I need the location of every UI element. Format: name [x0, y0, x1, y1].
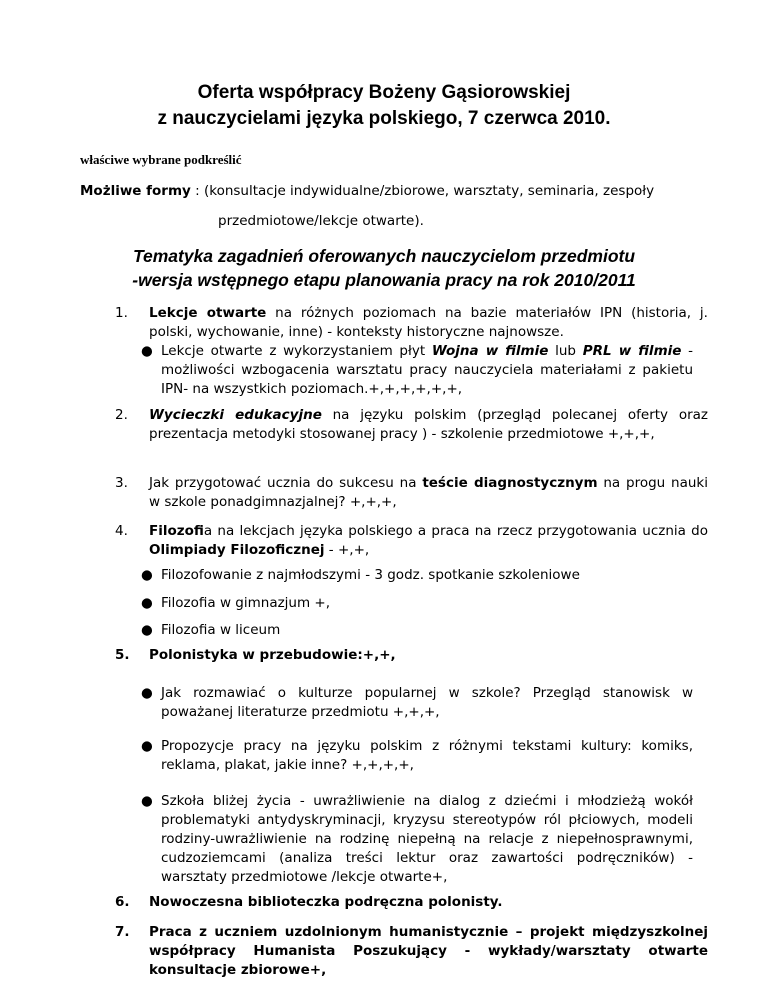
text-part: Lekcje otwarte z wykorzystaniem płyt: [161, 343, 432, 359]
bullet-icon: ●: [141, 567, 153, 583]
item-number: 7.: [115, 924, 130, 940]
bullet-text: Filozofowanie z najmłodszymi - 3 godz. spotkanie szkoleniowe: [161, 567, 580, 583]
bullet-icon: ●: [141, 685, 153, 701]
item-text: Praca z uczniem uzdolnionym humanistycznie – projekt międzyszkolnej współpracy Humanista Poszukujący - wykłady/warsztaty otwarte konsultacje zbiorowe+,: [149, 924, 708, 978]
item-bold: Lekcje otwarte: [149, 305, 267, 321]
title-line-2: z nauczycielami języka polskiego, 7 czerwca 2010.: [157, 108, 611, 129]
item-number: 3.: [115, 475, 128, 491]
text-part: - możliwości wzbogacenia warsztatu pracy nauczyciela materiałami z pakietu IPN- na wszystkich poziomach.+,+,+,+,+,+,: [161, 343, 693, 397]
bullet-text: Jak rozmawiać o kulturze popularnej w szkole? Przegląd stanowisk w poważanej literaturze przedmiotu +,+,+,: [161, 685, 693, 720]
forms-paragraph: [80, 180, 720, 232]
forms-text-2: przedmiotowe/lekcje otwarte).: [218, 213, 424, 229]
item-bold: Polonistyka w przebudowie:+,+,: [149, 647, 396, 663]
bullet-icon: ●: [141, 793, 153, 809]
item-rest: na języku polskim (przegląd polecanej oferty oraz prezentacja metodyki stosowanej pracy ) - szkolenie przedmiotowe +,+,+,: [149, 407, 708, 442]
bullet-icon: ●: [141, 595, 153, 611]
item-number: 4.: [115, 523, 128, 539]
item-bold: teście diagnostycznym: [422, 475, 598, 491]
item-text: [149, 522, 708, 560]
bullet-icon: ●: [141, 343, 153, 359]
bullet-icon: ●: [141, 738, 153, 754]
item-text: [149, 406, 708, 444]
section-heading-2: -wersja wstępnego etapu planowania pracy na rok 2010/2011: [132, 270, 636, 290]
item-text: [149, 646, 708, 665]
item-number: 5.: [115, 647, 130, 663]
bullet-text: Filozofia w gimnazjum +,: [161, 595, 331, 611]
item-number: 6.: [115, 894, 130, 910]
item-bold: Olimpiady Filozoficznej: [149, 542, 325, 558]
bullet-text: Szkoła bliżej życia - uwrażliwienie na dialog z dziećmi i młodzieżą wokół problematyki antydyskryminacji, kryzysu stereotypów ról płciowych, modeli rodziny-uwrażliwienie na rodzinę niepełną na relacje z niepełnosprawnymi, cudzoziemcami (analiza treści lektur oraz zawartości podręczników) - warsztaty przedmiotowe /lekcje otwarte+,: [161, 793, 693, 885]
item-number: 1.: [115, 305, 128, 321]
item-bold: Filozofi: [149, 523, 204, 539]
text-part: lub: [548, 343, 583, 359]
item-rest: na różnych poziomach na bazie materiałów IPN (historia, j. polski, wychowanie, inne) - konteksty historyczne najnowsze.: [149, 305, 708, 340]
forms-label: Możliwe formy: [80, 183, 191, 199]
text-part: a na lekcjach języka polskiego a praca na rzecz przygotowania ucznia do: [203, 523, 708, 539]
bullet-icon: ●: [141, 622, 153, 638]
instruction-note: właściwe wybrane podkreślić: [80, 152, 242, 167]
bullet-text: [161, 342, 693, 399]
film-title-2: PRL w filmie: [582, 343, 682, 359]
item-text: [149, 304, 708, 342]
section-heading-1: Tematyka zagadnień oferowanych nauczycielom przedmiotu: [132, 246, 636, 266]
forms-text-1: : (konsultacje indywidualne/zbiorowe, warsztaty, seminaria, zespoły: [190, 183, 655, 199]
item-bold-italic: Wycieczki edukacyjne: [149, 407, 322, 423]
text-part: - +,+,: [324, 542, 370, 558]
bullet-text: Propozycje pracy na języku polskim z różnymi tekstami kultury: komiks, reklama, plakat, jakie inne? +,+,+,+,: [161, 738, 693, 773]
item-text: Nowoczesna biblioteczka podręczna polonisty.: [149, 894, 503, 910]
film-title-1: Wojna w filmie: [431, 343, 549, 359]
bullet-text: Filozofia w liceum: [161, 622, 281, 638]
text-part: Jak przygotować ucznia do sukcesu na: [149, 475, 423, 491]
item-text: [149, 474, 708, 512]
item-number: 2.: [115, 407, 128, 423]
title-line-1: Oferta współpracy Bożeny Gąsiorowskiej: [197, 82, 571, 103]
text-part: na progu nauki w szkole ponadgimnazjalnej? +,+,+,: [149, 475, 708, 510]
